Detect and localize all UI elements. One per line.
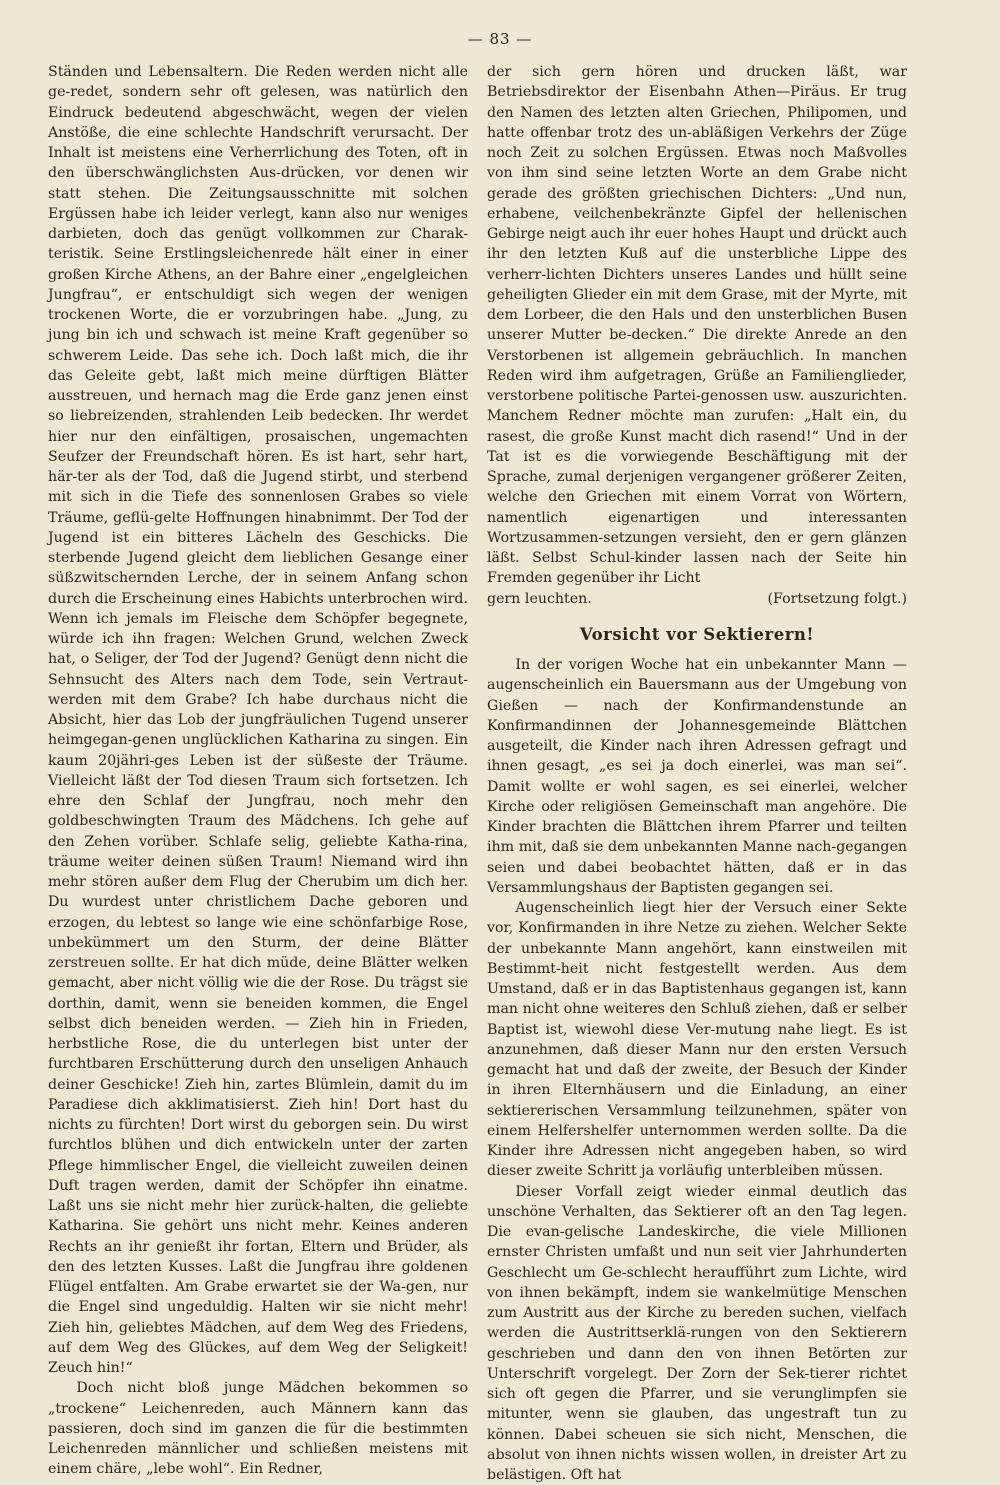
right-column bbox=[487, 62, 907, 1485]
body-paragraph: Ständen und Lebensaltern. Die Reden werden nicht alle ge-redet, sondern sehr oft gelesen, was natürlich den Eindruck bedeutend abgeschwächt, wegen der vielen Anstöße, die eine schlechte Handschrift verursacht. Der Inhalt ist meistens eine Verherrlichung des Toten, oft in den überschwänglichsten Aus-drücken, vor denen wir statt stehen. Die Zeitungsausschnitte mit solchen Ergüssen habe ich leider verlegt, kann also nur weniges darbieten, doch das genügt vollkommen zur Charak-teristik. Seine Erstlingsleichenrede hält einer in einer großen Kirche Athens, an der Bahre einer „engelgleichen Jungfrau“, er entschuldigt sich wegen der wenigen trockenen Worte, die er vorzubringen habe. „Jung, zu jung bin ich und schwach ist meine Kraft gegenüber so schwerem Leide. Das sehe ich. Doch laßt mich, die ihr das Geleite gebt, laßt mich meine dürftigen Blätter ausstreuen, und hernach mag die Erde ganz jenen einst so liebreizenden, strahlenden Leib bedecken. Ihr werdet hier nur den einfältigen, prosaischen, ungemachten Seufzer der Freundschaft hören. Es ist hart, sehr hart, här-ter als der Tod, daß die Jugend stirbt, und sterbend mit sich in die Tiefe des sonnenlosen Grabes so viele Träume, geflü-gelte Hoffnungen hinabnimmt. Der Tod der Jugend ist ein bitteres Lächeln des Geschicks. Die sterbende Jugend gleicht dem lieblichen Gesange einer süßzwitschernden Lerche, der in seinem Anfang schon durch die Erscheinung eines Habichts unterbrochen wird. Wenn ich jemals im Fleische dem Schöpfer begegnete, würde ich ihn fragen: Welchen Grund, welchen Zweck hat, o Seliger, der Tod der Jugend? Genügt denn nicht die Sehnsucht des Alters nach dem Tode, sein Vertraut-werden mit dem Grabe? Ich habe durchaus nicht die Absicht, hier das Lob der jungfräulichen Tugend unserer heimgegan-genen unglücklichen Katharina zu singen. Ein kaum 20jähri-ges Leben ist der süßeste der Träume. Vielleicht läßt der Tod diesen Traum sich fortsetzen. Ich ehre den Schlaf der Jungfrau, noch mehr den goldbeschwingten Traum des Mädchens. Ich gehe auf den Zehen vorüber. Schlafe selig, geliebte Katha-rina, träume weiter deinen süßen Traum! Niemand wird ihn mehr stören außer dem Flug der Cherubim um dich her. Du wurdest unter christlichem Dache geboren und erzogen, du lebtest so lange wie eine schönfarbige Rose, unbekümmert um den Sturm, der deine Blätter zerstreuen sollte. Er hat dich müde, deine Blätter welken gemacht, aber nicht völlig wie die der Rose. Du trägst sie dorthin, damit, wenn sie beneiden kommen, die Engel selbst dich beneiden werden. — Zieh hin in Frieden, herbstliche Rose, die du unterlegen bist unter der furchtbaren Erschütterung durch den unseligen Anhauch deiner Geschicke! Zieh hin, zartes Blümlein, damit du im Paradiese dich akklimatisierst. Zieh hin! Dort hast du nichts zu fürchten! Dort wirst du geborgen sein. Du wirst furchtlos blühen und dich entwickeln unter der zarten Pflege himmlischer Engel, die vielleicht zuweilen deinen Duft tragen werden, damit der Schöpfer ihn einatme. Laßt uns sie nicht mehr hier zurück-halten, die geliebte Katharina. Sie gehört uns nicht mehr. Keines anderen Rechts an ihr genießt ihr fortan, Eltern und Brüder, als den des letzten Kusses. Laßt die Jungfrau ihre goldenen Flügel entfalten. Am Grabe erwartet sie der Wa-gen, nur die Engel sind ungeduldig. Halten wir sie nicht mehr! Zieh hin, geliebtes Mädchen, auf dem Weg des Friedens, auf dem Weg des Glückes, auf dem Weg der Seligkeit! Zeuch hin!“ bbox=[48, 62, 468, 1378]
article-paragraph: In der vorigen Woche hat ein unbekannter Mann — augenscheinlich ein Bauersmann aus der Umgebung von Gießen — nach der Konfirmandenstunde an Konfirmandinnen der Johannesgemeinde Blättchen ausgeteilt, die Kinder nach ihren Adressen gefragt und ihnen gesagt, „es sei ja doch einerlei, was man sei“. Damit wollte er wohl sagen, es sei einerlei, welcher Kirche oder religiösen Gemeinschaft man angehöre. Die Kinder brachten die Blättchen ihrem Pfarrer und teilten ihm mit, daß sie dem unbekannten Manne nach-gegangen seien und dabei beobachtet hätten, daß er in das Versammlungshaus der Baptisten gegangen sei. bbox=[487, 655, 907, 898]
article-heading: Vorsicht vor Sektierern! bbox=[487, 625, 907, 645]
continuation-paragraph: der sich gern hören und drucken läßt, war Betriebsdirektor der Eisenbahn Athen—Piräus. Er trug den Namen des letzten alten Griechen, Philipomen, und hatte offenbar trotz des un-abläßigen Verkehrs der Züge noch Zeit zu solchen Ergüssen. Etwas noch Maßvolles von ihm sind seine letzten Worte an dem Grabe nicht gerade des größten griechischen Dichters: „Und nun, erhabene, veilchenbekränzte Gipfel der hellenischen Gebirge neigt auch ihr euer hohes Haupt und drückt auch ihr den letzten Kuß auf die unsterbliche Lippe des verherr-lichten Dichters unseres Landes und hüllt seine geheiligten Glieder ein mit dem Grase, mit der Myrte, mit dem Lorbeer, die den Hals und den unsterblichen Busen unserer Mutter be-decken.“ Die direkte Anrede an den Verstorbenen ist allgemein gebräuchlich. In manchen Reden wird ihm aufgetragen, Grüße an Familienglieder, verstorbene politische Partei-genossen usw. auszurichten. Manchem Redner möchte man zurufen: „Halt ein, du rasest, die große Kunst macht dich rasend!“ Und in der Tat ist es die vorwiegende Beschäftigung mit der Sprache, zumal derjenigen vergangener größerer Zeiten, welche den Griechen mit einem Vorrat von Wörtern, namentlich eigenartigen und interessanten Wortzusammen-setzungen versieht, den er gern glänzen läßt. Selbst Schul-kinder lassen nach der Seite hin Fremden gegenüber ihr Licht bbox=[487, 62, 907, 589]
left-column bbox=[48, 62, 468, 1480]
continuation-end-line bbox=[487, 589, 907, 609]
article-paragraph: Dieser Vorfall zeigt wieder einmal deutlich das unschöne Verhalten, das Sektierer oft an den Tag legen. Die evan-gelische Landeskirche, die viele Millionen ernster Christen umfaßt und nun seit vier Jahrhunderten Geschlecht um Ge-schlecht heraufführt zum Lichte, wird von ihnen bekämpft, indem sie wankelmütige Menschen zum Austritt aus der Kirche zu bereden suchen, vielfach werden die Austrittserklä-rungen von den Sektierern geschrieben und dann den von ihnen Betörten zur Unterschrift vorgelegt. Der Zorn der Sek-tierer richtet sich oft gegen die Pfarrer, und sie verunglimpfen sie mitunter, wenn sie glauben, das ungestraft tun zu können. Dabei scheuen sie sich nicht, Menschen, die absolut von ihnen nichts wissen wollen, in dreister Art zu belästigen. Oft hat bbox=[487, 1182, 907, 1485]
continuation-last-line: gern leuchten. bbox=[487, 589, 592, 609]
page-number: — 83 — bbox=[0, 30, 1000, 48]
continuation-note: (Fortsetzung folgt.) bbox=[767, 589, 907, 609]
body-paragraph: Doch nicht bloß junge Mädchen bekommen so „trockene“ Leichenreden, auch Männern kann das passieren, doch sind im ganzen die für die bestimmten Leichenreden männlicher und schließen meistens mit einem chäre, „lebe wohl“. Ein Redner, bbox=[48, 1378, 468, 1479]
article-paragraph: Augenscheinlich liegt hier der Versuch einer Sekte vor, Konfirmanden in ihre Netze zu ziehen. Welcher Sekte der unbekannte Mann angehört, kann einstweilen mit Bestimmt-heit nicht festgestellt werden. Aus dem Umstand, daß er in das Baptistenhaus gegangen ist, kann man nicht ohne weiteres den Schluß ziehen, daß er selber Baptist ist, wiewohl diese Ver-mutung nahe liegt. Es ist anzunehmen, daß dieser Mann nur den ersten Versuch gemacht hat und daß der zweite, der Besuch der Kinder in ihren Elternhäusern und die Einladung, an einer sektiererischen Versammlung teilzunehmen, später von einem Helfershelfer unternommen werden sollte. Da die Kinder ihre Adressen nicht angegeben haben, so wird dieser zweite Schritt ja vorläufig unterbleiben müssen. bbox=[487, 898, 907, 1182]
